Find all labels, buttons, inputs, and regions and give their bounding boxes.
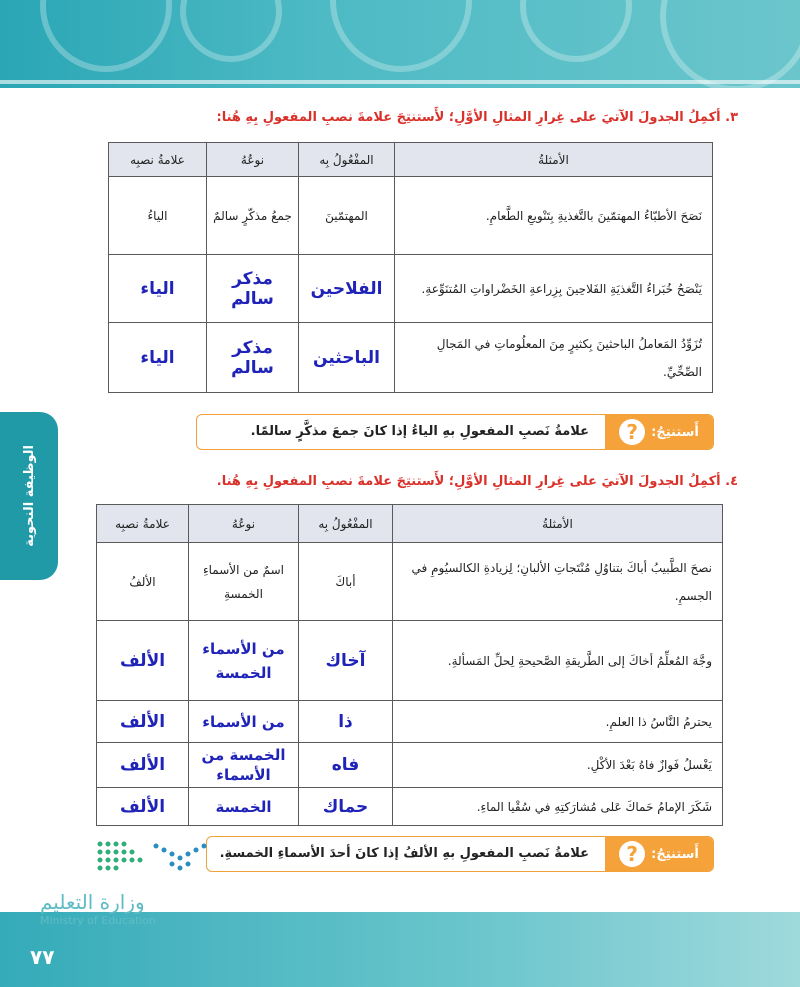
section4-conclusion: [206, 836, 714, 872]
type-answer: من الأسماء الخمسة: [189, 621, 299, 701]
side-tab-label: الوظيفة النحوية: [21, 445, 37, 547]
question-icon: ?: [619, 841, 645, 867]
header-type: نوعُهُ: [189, 505, 299, 543]
sign-answer: الياء: [109, 323, 207, 393]
page-number: ٧٧: [30, 945, 55, 969]
example-cell: يحترمُ النَّاسُ ذا العلمِ.: [393, 701, 723, 743]
sign-cell: الألفُ: [97, 543, 189, 621]
header-examples: الأمثلةُ: [395, 143, 713, 177]
sign-answer: الألف: [97, 788, 189, 826]
example-cell: يَغْسلُ فَوازٌ فاهُ بَعْدَ الأكْلِ.: [393, 743, 723, 788]
type-answer: مذكر سالم: [207, 255, 299, 323]
header-type: نوعُهُ: [207, 143, 299, 177]
conclusion-text: علامةُ نَصبِ المفعولِ بهِ الألفُ إذا كانَ أحدَ الأسماءِ الخمسةِ.: [219, 846, 589, 861]
example-cell: يَنْصَحُ خُبَراءُ التَّغذيَةِ الفَلاحِينَ بِزِراعةِ الخَضْراواتِ المُتنَوِّعةِ.: [395, 255, 713, 323]
conclusion-tag-label: أَستنتِجُ:: [651, 846, 699, 862]
table-row: [97, 543, 723, 621]
table-row: [97, 621, 723, 701]
header-sign: علامةُ نصبِه: [109, 143, 207, 177]
table-row: [97, 743, 723, 788]
section4-table: [96, 504, 723, 826]
conclusion-text: علامةُ نَصبِ المفعولِ بهِ الياءُ إذا كانَ جمعَ مذكَّرٍ سالمًا.: [250, 424, 589, 439]
header-object: المفْعُولُ بِه: [299, 505, 393, 543]
ministry-logo-arabic: وزارة التعليم: [40, 890, 145, 914]
question-icon: ?: [619, 419, 645, 445]
example-cell: نَصَحَ الأطبّاءُ المهتمّينَ بالتَّغذيةِ بِتَنْويعِ الطَّعامِ.: [395, 177, 713, 255]
table-header-row: [109, 143, 713, 177]
header-decoration: [0, 0, 800, 88]
conclusion-tag: [605, 837, 713, 871]
dotted-logo-graphic: [96, 838, 216, 872]
header-sign: علامةُ نصبِه: [97, 505, 189, 543]
example-cell: تُزَوِّدُ المَعاملُ الباحثينَ بِكثيرٍ مِنَ المعلُوماتِ في المَجالِ الصِّحِّيِّ.: [395, 323, 713, 393]
object-answer: حماك: [299, 788, 393, 826]
object-answer: آخاك: [299, 621, 393, 701]
type-cell: جمعُ مذكّرٍ سالمٌ: [207, 177, 299, 255]
conclusion-tag-label: أَستنتِجُ:: [651, 424, 699, 440]
side-section-tab: [0, 412, 58, 580]
object-cell: أباكَ: [299, 543, 393, 621]
section3-conclusion: [196, 414, 714, 450]
table-row: [109, 255, 713, 323]
section4-instruction: ٤. أكمِلُ الجدولَ الآتيَ على غِرارِ المثالِ الأوَّلِ؛ لأَستنتِجَ علامةَ نصبِ المفعولِ بِهِ هُنا.: [216, 474, 738, 489]
sign-answer: الألف: [97, 621, 189, 701]
section3-instruction: ٣. أكمِلُ الجدولَ الآتيَ على غِرارِ المثالِ الأوَّلِ؛ لأَستنتِجَ علامةَ نصبِ المفعولِ بِهِ هُنا:: [216, 110, 738, 125]
type-answer: الخمسة من الأسماء: [189, 743, 299, 788]
ministry-logo-english: Ministry of Education: [40, 914, 157, 927]
type-answer: من الأسماء: [189, 701, 299, 743]
sign-answer: الألف: [97, 701, 189, 743]
object-answer: الفلاحين: [299, 255, 395, 323]
sign-answer: الياء: [109, 255, 207, 323]
table-row: [109, 323, 713, 393]
section3-table: [108, 142, 713, 393]
header-object: المفْعُولُ بِه: [299, 143, 395, 177]
table-row: [97, 788, 723, 826]
example-cell: شَكَرَ الإمامُ حَماكَ عَلى مُشارَكتِهِ في سُقْيا الماءِ.: [393, 788, 723, 826]
table-row: [109, 177, 713, 255]
table-row: [97, 701, 723, 743]
conclusion-tag: [605, 415, 713, 449]
table-header-row: [97, 505, 723, 543]
example-cell: وجَّهَ المُعلِّمُ أخاكَ إلى الطَّريقةِ الصَّحيحةِ لِحلِّ المَسألةِ.: [393, 621, 723, 701]
sign-answer: الألف: [97, 743, 189, 788]
example-cell: نصحَ الطَّبيبُ أباكَ بتناوُلِ مُنْتَجاتِ الألبانِ؛ لِزيادةِ الكالسيُومِ في الجسمِ.: [393, 543, 723, 621]
sign-cell: الياءُ: [109, 177, 207, 255]
object-answer: فاه: [299, 743, 393, 788]
header-examples: الأمثلةُ: [393, 505, 723, 543]
type-cell: اسمٌ من الأسماءِ الخمسةِ: [189, 543, 299, 621]
object-answer: ذا: [299, 701, 393, 743]
type-answer: مذكر سالم: [207, 323, 299, 393]
object-answer: الباحثين: [299, 323, 395, 393]
type-answer: الخمسة: [189, 788, 299, 826]
object-cell: المهتمّينَ: [299, 177, 395, 255]
